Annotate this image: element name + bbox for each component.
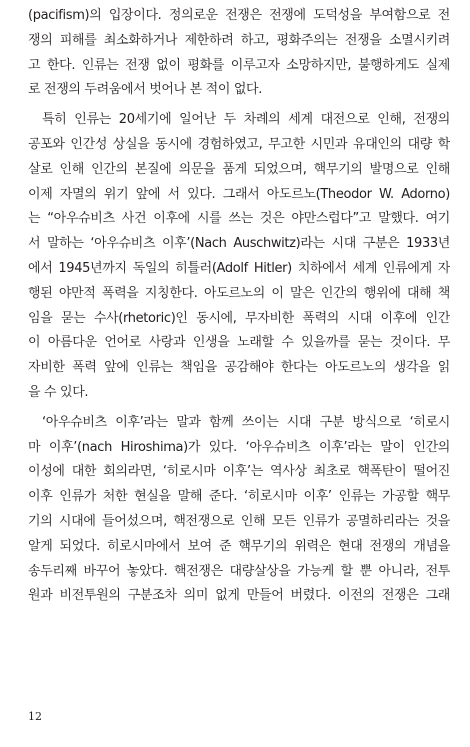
text-line: 송두리째 바꾸어 놓았다. 핵전쟁은 대량살상을 가능케 할 뿐 아니라, 전투 (28, 563, 450, 579)
text-line: 서 말하는 ‘아우슈비츠 이후’(Nach Auschwitz)라는 시대 구분은 1933년 (28, 236, 450, 252)
text-line: 을 수 있다. (28, 384, 89, 400)
text-line: ‘아우슈비츠 이후’라는 말과 함께 쓰이는 시대 구분 방식으로 ‘히로시 (42, 414, 450, 430)
text-line: 임을 묻는 수사(rhetoric)인 동시에, 무자비한 폭력의 시대 이후에 인간 (28, 310, 450, 326)
text-line: 이 아름다운 언어로 사랑과 인생을 노래할 수 있을까를 묻는 것이다. 무 (28, 335, 450, 351)
text-line: 고 한다. 인류는 전쟁 없이 평화를 이루고자 소망하지만, 불행하게도 실제 (28, 57, 450, 73)
text-line: 로 전쟁의 두려움에서 벗어나 본 적이 없다. (28, 82, 263, 98)
text-line: (pacifism)의 입장이다. 정의로운 전쟁은 전쟁에 도덕성을 부여함으로 전 (28, 8, 450, 23)
text-line: 자비한 폭력 앞에 인류는 책임을 공감해야 한다는 아도르노의 생각을 읽 (28, 360, 450, 376)
text-line: 이후 인류가 처한 현실을 말해 준다. ‘히로시마 이후’ 인류는 가공할 핵무 (28, 489, 450, 505)
text-line: 마 이후’(nach Hiroshima)가 있다. ‘아우슈비츠 이후’라는 말이 인간의 (28, 439, 450, 455)
text-line: 공포와 인간성 상실을 동시에 경험하였고, 무고한 시민과 유대인의 대량 학 (28, 136, 450, 152)
text-line: 에서 1945년까지 독일의 히틀러(Adolf Hitler) 치하에서 세계 인류에게 자 (28, 260, 450, 276)
text-line: 원과 비전투원의 구분조차 의미 없게 만들어 버렸다. 이전의 전쟁은 그래 (28, 588, 450, 604)
text-line: 는 “아우슈비츠 사건 이후에 시를 쓰는 것은 야만스럽다”고 말했다. 여기 (28, 211, 450, 227)
text-line: 기의 시대에 들어섰으며, 핵전쟁으로 인해 모든 인류가 공멸하리라는 것을 (28, 513, 450, 529)
text-line: 행된 야만적 폭력을 지칭한다. 아도르노의 이 말은 인간의 행위에 대해 책 (28, 285, 450, 301)
text-line: 이제 자멸의 위기 앞에 서 있다. 그래서 아도르노(Theodor W. Adorno) (28, 186, 450, 202)
text-line: 이성에 대한 회의라면, ‘히로시마 이후’는 역사상 최초로 핵폭탄이 떨어진 (28, 464, 450, 480)
text-line: 쟁의 피해를 최소화하거나 제한하려 하고, 평화주의는 전쟁을 소멸시키려 (28, 32, 450, 48)
text-line: 살로 인해 인간의 본질에 의문을 품게 되었으며, 핵무기의 발명으로 인해 (28, 161, 450, 177)
body-text (28, 4, 450, 609)
text-line: 알게 되었다. 히로시마에서 보여 준 핵무기의 위력은 현대 전쟁의 개념을 (28, 538, 450, 554)
text-line: 특히 인류는 20세기에 일어난 두 차례의 세계 대전으로 인해, 전쟁의 (42, 112, 450, 128)
page-number: 12 (28, 710, 42, 723)
